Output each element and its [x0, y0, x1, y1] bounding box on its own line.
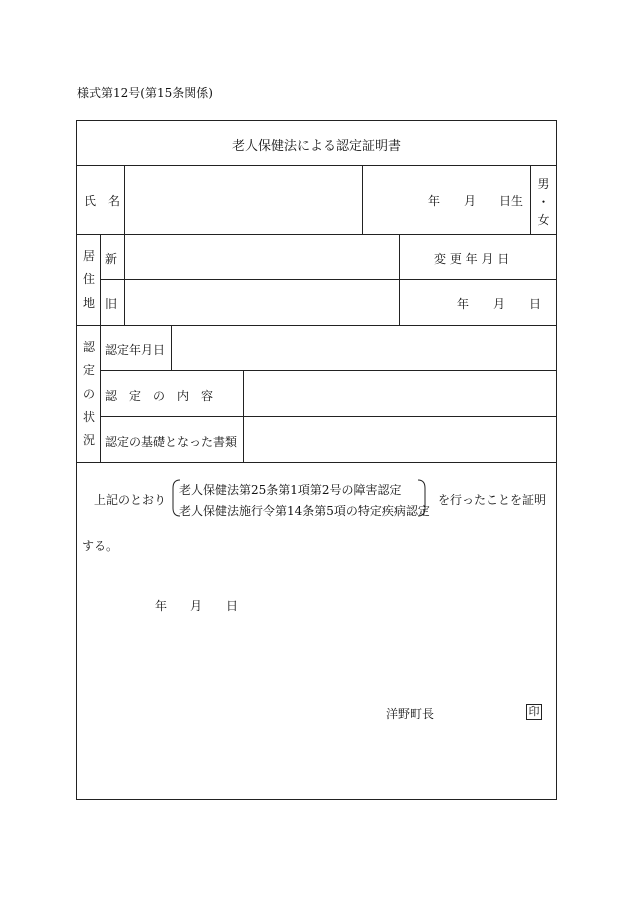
cert-label-3: の — [82, 387, 95, 401]
certificate-title: 老人保健法による認定証明書 — [231, 139, 401, 154]
old-year-label: 年 — [457, 297, 470, 311]
residence-label-1: 居 — [82, 249, 95, 263]
cert-label-2: 定 — [82, 363, 95, 377]
residence-label-2: 住 — [82, 272, 95, 286]
statement-lead: 上記のとおり — [94, 493, 167, 507]
rule-residence-bottom — [76, 325, 557, 326]
issuer-name: 洋野町長 — [386, 707, 435, 721]
residence-label-3: 地 — [82, 296, 95, 310]
rule-cert-labels-right — [243, 370, 244, 462]
issue-day-label: 日 — [226, 599, 239, 613]
statement-option-1: 老人保健法第25条第1項第2号の障害認定 — [179, 483, 402, 497]
rule-address-right — [399, 234, 400, 325]
rule-cert-date-bottom — [100, 370, 557, 371]
rule-name-field-right — [362, 165, 363, 234]
rule-residence-middle — [100, 279, 557, 280]
name-label-1: 氏 — [84, 194, 97, 208]
old-day-label: 日 — [529, 297, 542, 311]
sex-female: 女 — [537, 213, 550, 227]
name-label-2: 名 — [108, 194, 121, 208]
sex-male: 男 — [537, 177, 550, 191]
cert-basis-label: 認定の基礎となった書類 — [105, 435, 238, 449]
rule-name-label-right — [124, 165, 125, 234]
cert-label-4: 状 — [82, 410, 95, 424]
issue-year-label: 年 — [155, 599, 168, 613]
birth-year-label: 年 — [428, 194, 441, 208]
rule-section-label-right — [100, 234, 101, 462]
rule-cert-content-bottom — [100, 416, 557, 417]
rule-title-bottom — [76, 165, 557, 166]
cert-date-label: 認定年月日 — [105, 343, 166, 357]
rule-cert-bottom — [76, 462, 557, 463]
sex-separator: ・ — [537, 195, 550, 209]
birth-month-label: 月 — [464, 194, 477, 208]
rule-name-bottom — [76, 234, 557, 235]
form-number: 様式第12号(第15条関係) — [77, 86, 213, 100]
change-date-label: 変 更 年 月 日 — [434, 252, 510, 266]
certificate-frame — [76, 120, 557, 800]
issue-month-label: 月 — [190, 599, 203, 613]
statement-tail: を行ったことを証明 — [438, 493, 547, 507]
cert-label-5: 況 — [82, 433, 95, 447]
old-month-label: 月 — [493, 297, 506, 311]
residence-old-label: 旧 — [105, 297, 118, 311]
residence-new-label: 新 — [105, 252, 118, 266]
cert-label-1: 認 — [82, 340, 95, 354]
cert-content-label: 認 定 の 内 容 — [105, 389, 214, 403]
rule-new-old-right — [124, 234, 125, 325]
rule-cert-date-label-right — [171, 325, 172, 370]
statement-option-2: 老人保健法施行令第14条第5項の特定疾病認定 — [179, 504, 430, 518]
seal-mark: 印 — [526, 704, 542, 720]
statement-continuation: する。 — [82, 539, 119, 553]
birth-day-label: 日生 — [499, 194, 524, 208]
